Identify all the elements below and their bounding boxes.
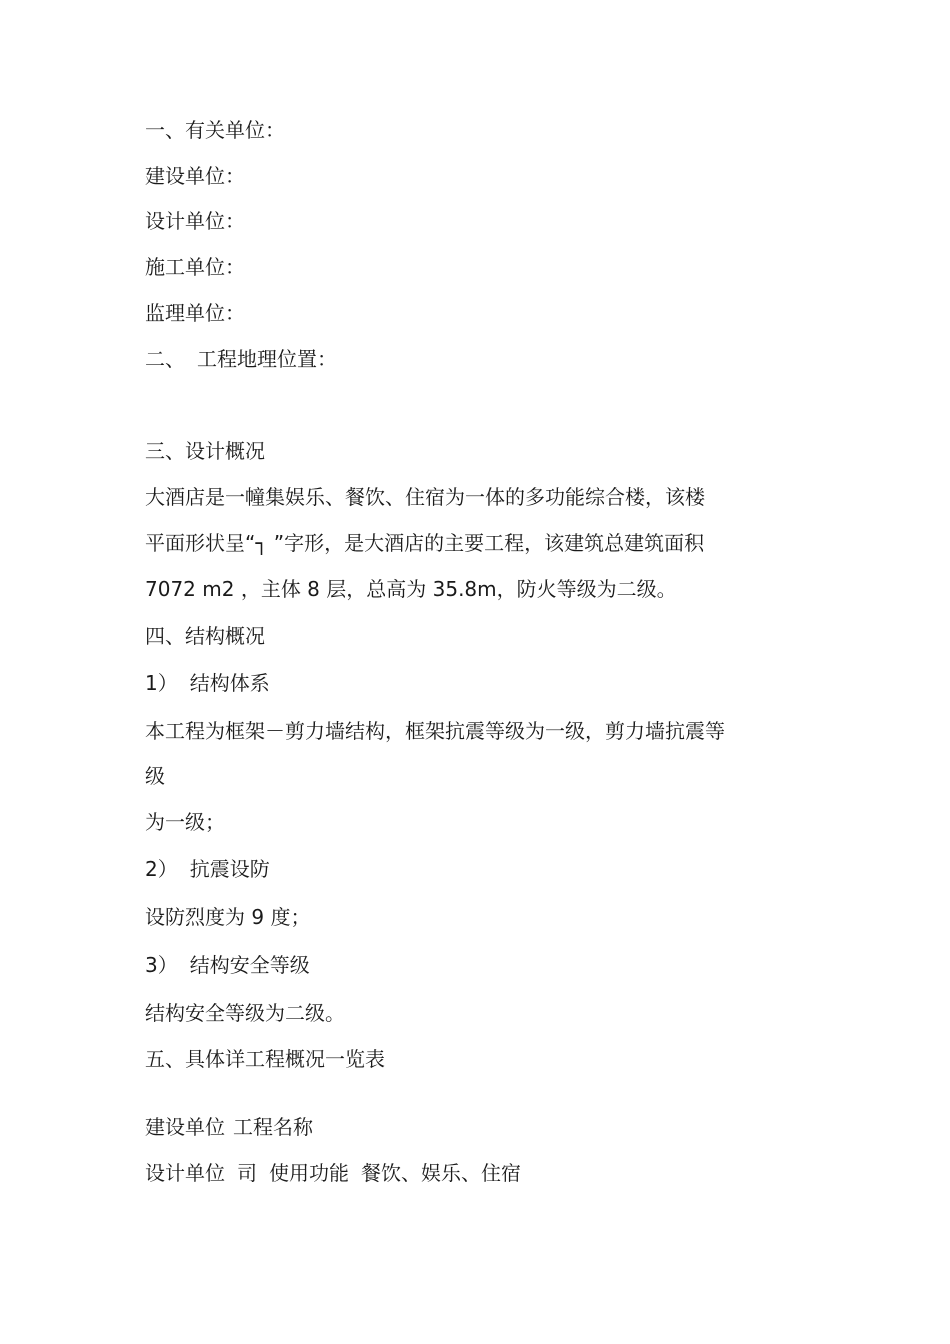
supervision-unit-label: 监理单位： (145, 301, 245, 325)
section-5-heading: 五、具体详工程概况一览表 (145, 1047, 385, 1071)
safety-level-line: 结构安全等级为二级。 (145, 1001, 345, 1025)
section-4-heading: 四、结构概况 (145, 624, 265, 648)
subsection-3-number: 3） (145, 953, 178, 977)
section-2-number: 二、 (145, 347, 185, 371)
table-cell: 司 (237, 1161, 257, 1185)
table-cell: 使用功能 (269, 1161, 349, 1185)
design-overview-line-2: 平面形状呈“┐ ”字形，是大酒店的主要工程，该建筑总建筑面积 (145, 531, 705, 555)
table-cell: 设计单位 (145, 1161, 225, 1185)
section-2-title: 工程地理位置： (197, 347, 337, 371)
construction-unit-label: 建设单位： (145, 164, 245, 188)
subsection-1-title: 结构体系 (189, 671, 270, 695)
subsection-2-heading (145, 855, 270, 883)
section-1-heading: 一、有关单位： (145, 118, 285, 142)
table-cell: 建设单位 (145, 1115, 225, 1139)
seismic-intensity-line: 设防烈度为 9 度； (145, 905, 311, 929)
subsection-2-number: 2） (145, 857, 178, 881)
subsection-2-title: 抗震设防 (189, 857, 270, 881)
section-3-heading: 三、设计概况 (145, 439, 265, 463)
subsection-1-number: 1） (145, 671, 178, 695)
subsection-3-heading (145, 951, 310, 979)
design-overview-line-3: 7072 m2 ，主体 8 层，总高为 35.8m，防火等级为二级。 (145, 577, 677, 601)
section-2-heading (145, 345, 337, 373)
subsection-1-heading (145, 669, 270, 697)
table-cell: 餐饮、娱乐、住宿 (361, 1161, 521, 1185)
structure-system-line-1: 本工程为框架－剪力墙结构，框架抗震等级为一级，剪力墙抗震等 (145, 719, 725, 743)
structure-system-line-2: 级 (145, 764, 165, 788)
structure-system-line-3: 为一级； (145, 810, 225, 834)
table-cell: 工程名称 (233, 1115, 313, 1139)
overview-table-row-1 (145, 1113, 313, 1141)
contractor-unit-label: 施工单位： (145, 255, 245, 279)
design-overview-line-1: 大酒店是一幢集娱乐、餐饮、住宿为一体的多功能综合楼，该楼 (145, 485, 705, 509)
design-unit-label: 设计单位： (145, 209, 245, 233)
subsection-3-title: 结构安全等级 (189, 953, 310, 977)
overview-table-row-2 (145, 1159, 521, 1187)
